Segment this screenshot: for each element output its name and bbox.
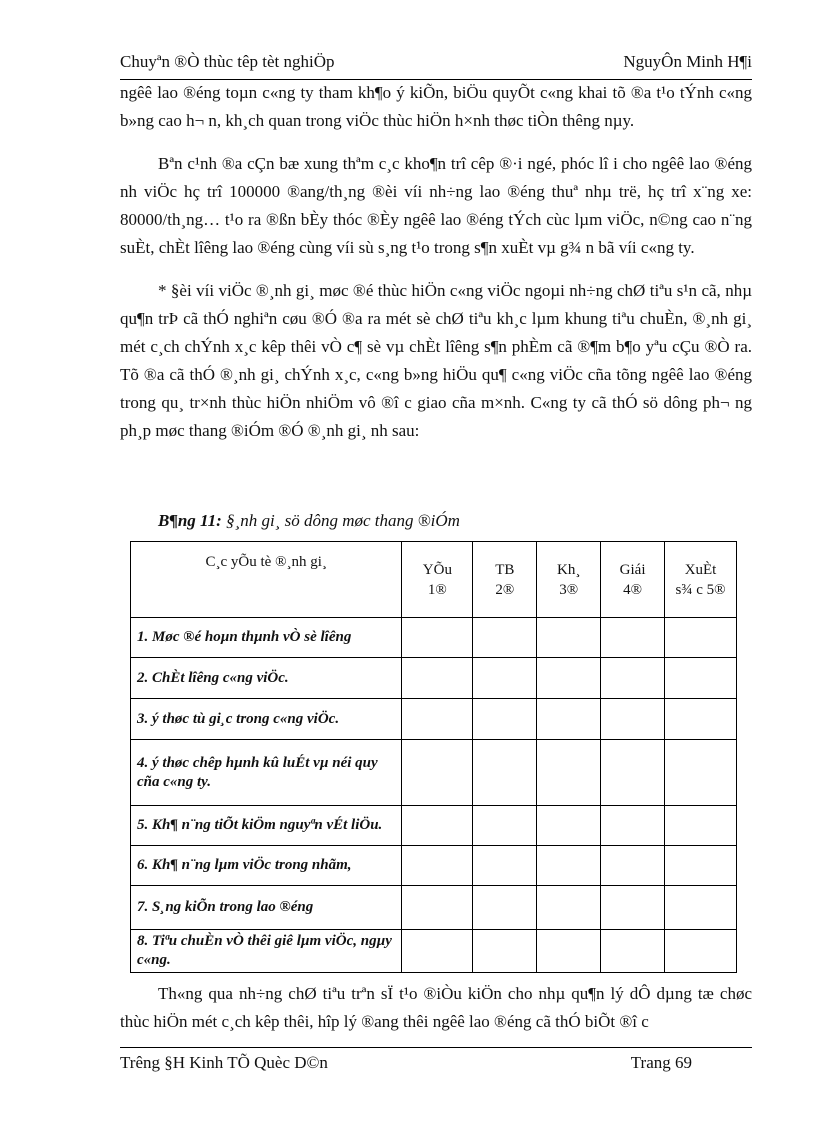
paragraph-1: ngêê lao ®éng toµn c«ng ty tham kh¶o ý kiÕn, biÖu quyÕt c«ng khai tõ ®a t¹o tÝnh c«ng b»ng cao h¬ n, kh¸ch quan trong viÖc thùc hiÖn h×nh thøc tiÒn thêng nµy. [120,83,752,130]
page-footer [120,1047,752,1072]
column-header-very-good: Giái 4® [601,542,665,618]
criteria-header: C¸c yÕu tè ®¸nh gi¸ [131,542,402,618]
table-header-row [131,542,737,618]
table-row [131,886,737,930]
score-cell [537,658,601,699]
table-row [131,740,737,806]
table-row [131,618,737,658]
footer-university: Trêng §H Kinh TÕ Quèc D©n [120,1053,328,1072]
score-cell [665,658,737,699]
criteria-cell: 6. Kh¶ n¨ng lµm viÖc trong nhãm, [131,846,402,886]
score-cell [402,930,473,973]
paragraph-2: Bªn c¹nh ®a cÇn bæ xung thªm c¸c kho¶n trî cêp ®·i ngé, phóc lî i cho ngêê lao ®éng nh viÖc hç trî 100000 ®ang/th¸ng ®èi víi nh÷ng lao ®éng thuª nhµ trë, hç trî x¨ng xe: 80000/th¸ng… t¹o ra ®ßn bÈy thóc ®Èy ngêê lao ®éng tÝch cùc lµm viÖc, n©ng cao n¨ng suÈt, chÈt lîêng lao ®éng cùng víi sù s¸ng t¹o trong s¶n xuÈt vµ g¾ n bã víi c«ng ty. [120,154,752,257]
score-cell [665,618,737,658]
score-cell [665,740,737,806]
column-header-excellent: XuÈt s¾ c 5® [665,542,737,618]
score-cell [402,658,473,699]
score-cell [601,699,665,740]
score-cell [665,930,737,973]
score-cell [665,886,737,930]
score-cell [537,740,601,806]
table-caption [158,511,460,531]
score-cell [601,740,665,806]
table-row [131,658,737,699]
criteria-cell: 3. ý thøc tù gi¸c trong c«ng viÖc. [131,699,402,740]
criteria-cell: 4. ý thøc chêp hµnh kû luÉt vµ néi quy cña c«ng ty. [131,740,402,806]
score-cell [402,846,473,886]
paragraph-3: * §èi víi viÖc ®¸nh gi¸ møc ®é thùc hiÖn c«ng viÖc ngoµi nh÷ng chØ tiªu s¹n cã, nhµ qu¶n trÞ cã thÓ nghiªn cøu ®Ó ®a ra mét sè chØ tiªu kh¸c lµm khung tiªu chuÈn, ®¸nh gi¸ mét c¸ch chÝnh x¸c kêp thêi vÒ c¶ sè vµ chÈt lîêng s¶n phÈm cã ®¶m b¶o yªu cÇu ®Ò ra. Tõ ®a cã thÓ ®¸nh gi¸ chÝnh x¸c, c«ng b»ng hiÖu qu¶ c«ng viÖc cña tõng ngêê lao ®éng trong qu¸ tr×nh thùc hiÖn nhiÖm vô ®î c giao cña m×nh. C«ng ty cã thÓ sö dông ph¬ ng ph¸p møc thang ®iÓm ®Ó ®¸nh gi¸ nh sau: [120,281,752,440]
score-cell [473,846,537,886]
score-cell [601,806,665,846]
table-row [131,930,737,973]
score-cell [402,886,473,930]
criteria-cell: 7. S¸ng kiÕn trong lao ®éng [131,886,402,930]
body-text [120,79,752,445]
score-cell [537,618,601,658]
score-cell [665,806,737,846]
table-caption-text: §¸nh gi¸ sö dông møc thang ®iÓm [226,511,460,530]
evaluation-table [130,541,737,973]
criteria-cell: 2. ChÈt lîêng c«ng viÖc. [131,658,402,699]
table-row [131,846,737,886]
score-cell [537,806,601,846]
page-header [120,49,752,80]
score-cell [537,846,601,886]
score-cell [665,846,737,886]
score-cell [665,699,737,740]
score-cell [537,930,601,973]
column-header-average: TB 2® [473,542,537,618]
score-cell [601,886,665,930]
score-cell [473,618,537,658]
score-cell [537,699,601,740]
header-thesis-title: Chuyªn ®Ò thùc têp tèt nghiÖp [120,52,335,71]
score-cell [601,618,665,658]
score-cell [601,658,665,699]
score-cell [473,806,537,846]
score-cell [601,930,665,973]
table-caption-label: B¶ng 11: [158,511,222,530]
score-cell [473,886,537,930]
header-author-name: NguyÔn Minh H¶i [623,52,752,71]
page-number: Trang 69 [630,1053,692,1072]
criteria-cell: 1. Møc ®é hoµn thµnh vÒ sè lîêng [131,618,402,658]
score-cell [473,699,537,740]
score-cell [402,740,473,806]
score-cell [402,699,473,740]
score-cell [601,846,665,886]
score-cell [402,806,473,846]
score-cell [402,618,473,658]
score-cell [473,930,537,973]
column-header-weak: YÕu 1® [402,542,473,618]
closing-paragraph: Th«ng qua nh÷ng chØ tiªu trªn sÏ t¹o ®iÒu kiÖn cho nhµ qu¶n lý dÔ dµng tæ chøc thùc hiÖn mét c¸ch kêp thêi, hîp lý ®ang thêi ngêê lao ®éng cã thÓ biÕt ®î c [120,984,752,1031]
score-cell [473,658,537,699]
criteria-cell: 8. Tiªu chuÈn vÒ thêi giê lµm viÖc, ngµy c«ng. [131,930,402,973]
column-header-good: Kh¸ 3® [537,542,601,618]
table-row [131,699,737,740]
score-cell [473,740,537,806]
table-row [131,806,737,846]
score-cell [537,886,601,930]
criteria-cell: 5. Kh¶ n¨ng tiÕt kiÖm nguyªn vÉt liÖu. [131,806,402,846]
